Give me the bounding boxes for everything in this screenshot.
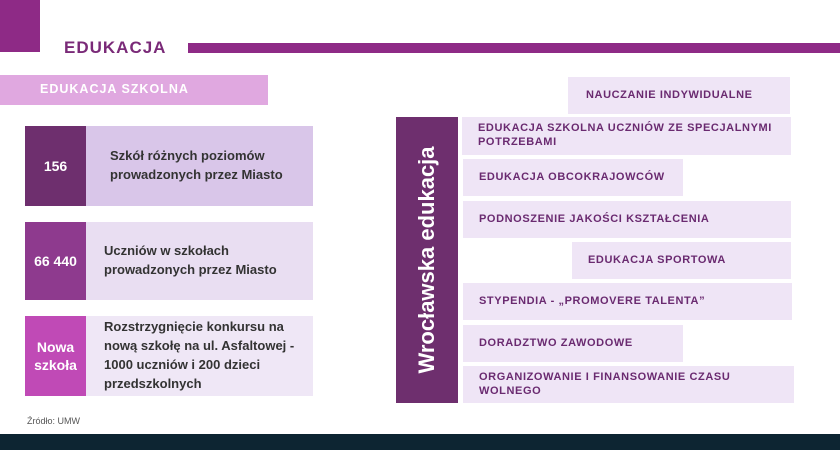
- section-title: EDUKACJA SZKOLNA: [40, 82, 189, 96]
- item-leisure-funding: ORGANIZOWANIE I FINANSOWANIE CZASU WOLNEGO: [463, 366, 794, 403]
- stat-row-schools: [25, 126, 313, 206]
- vertical-label-text: Wrocławska edukacja: [414, 146, 439, 374]
- footer-bar: [0, 434, 840, 450]
- stat-description: Rozstrzygnięcie konkursu na nową szkołę na ul. Asfaltowej - 1000 uczniów i 200 dzieci przedszkolnych: [86, 316, 313, 396]
- title-rule: [188, 43, 840, 53]
- stat-value: 156: [25, 126, 86, 206]
- item-foreigners-education: EDUKACJA OBCOKRAJOWCÓW: [463, 159, 683, 196]
- item-individual-teaching: NAUCZANIE INDYWIDUALNE: [568, 77, 790, 114]
- item-sports-education: EDUKACJA SPORTOWA: [572, 242, 791, 279]
- item-special-needs: EDUKACJA SZKOLNA UCZNIÓW ZE SPECJALNYMI POTRZEBAMI: [462, 117, 791, 155]
- vertical-label-box: [396, 117, 458, 403]
- stat-row-students: [25, 222, 313, 300]
- item-scholarships: STYPENDIA - „PROMOVERE TALENTA”: [463, 283, 792, 320]
- stat-row-new-school: [25, 316, 313, 396]
- item-career-counseling: DORADZTWO ZAWODOWE: [463, 325, 683, 362]
- source-note: Źródło: UMW: [27, 416, 81, 426]
- stat-description: Szkół różnych poziomów prowadzonych przez Miasto: [86, 126, 313, 206]
- stat-description: Uczniów w szkołach prowadzonych przez Miasto: [86, 222, 313, 300]
- corner-accent: [0, 0, 40, 52]
- section-banner: [0, 75, 268, 105]
- item-quality-improvement: PODNOSZENIE JAKOŚCI KSZTAŁCENIA: [463, 201, 791, 238]
- page-title: EDUKACJA: [64, 38, 167, 57]
- stat-value: 66 440: [25, 222, 86, 300]
- stat-value: Nowa szkoła: [25, 316, 86, 396]
